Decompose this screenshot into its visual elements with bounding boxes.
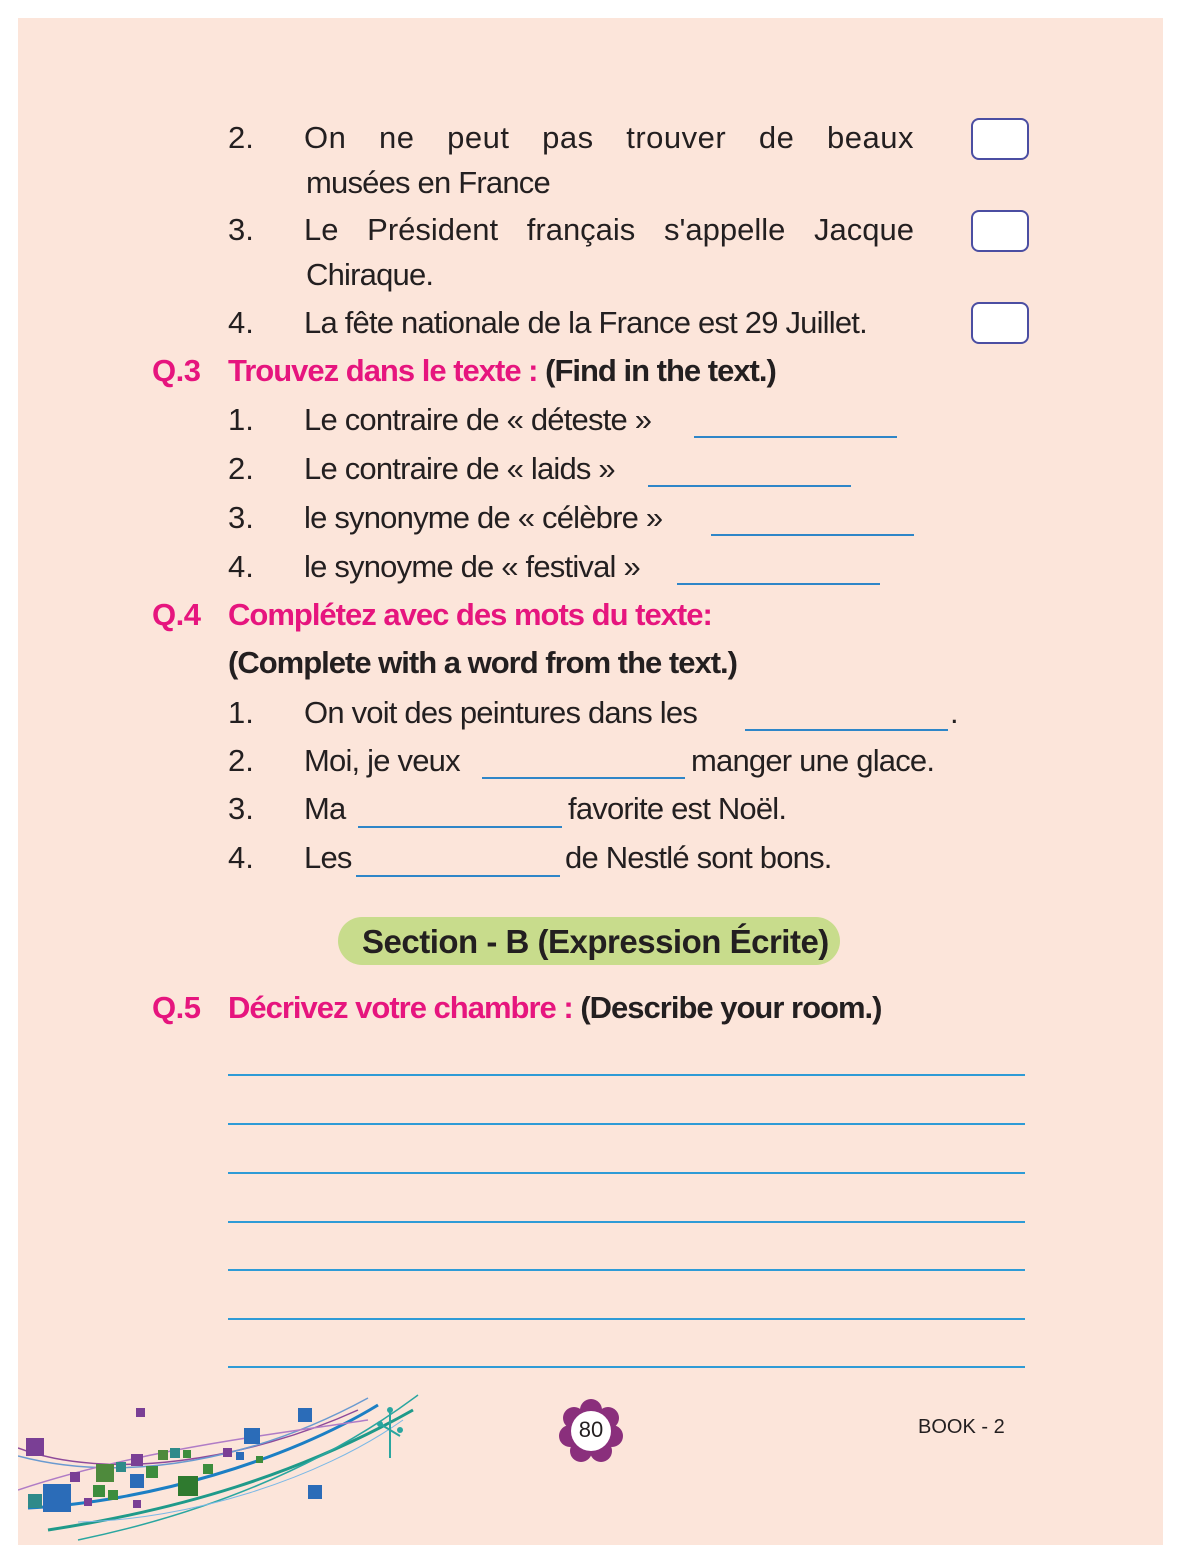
writing-line[interactable] [228, 1269, 1025, 1271]
q3-item-text: Le contraire de « laids » [304, 451, 615, 486]
answer-checkbox[interactable] [971, 302, 1029, 344]
question-number: Q.3 [152, 353, 201, 388]
answer-blank[interactable] [356, 875, 560, 877]
q4-item-text-after: manger une glace. [691, 743, 935, 778]
q2-item-text [304, 120, 914, 156]
q2-item-word: s'appelle [663, 212, 786, 247]
q2-item-text [304, 212, 914, 248]
q2-item-word: Jacque [814, 212, 914, 247]
q4-item-number: 3. [228, 791, 254, 826]
question-title-fr: Complétez avec des mots du texte: [228, 597, 712, 632]
question-title [228, 353, 776, 389]
q2-item-text-continued: musées en France [306, 165, 550, 200]
writing-line[interactable] [228, 1123, 1025, 1125]
q4-item-text: Les [304, 840, 352, 875]
q2-item-word: trouver [626, 120, 727, 155]
writing-line[interactable] [228, 1366, 1025, 1368]
q3-item-number: 2. [228, 451, 254, 486]
answer-checkbox[interactable] [971, 210, 1029, 252]
section-heading: Section - B (Expression Écrite) [362, 923, 829, 960]
q2-item-word: pas [542, 120, 594, 155]
q3-item-number: 4. [228, 549, 254, 584]
answer-blank[interactable] [694, 436, 897, 438]
question-title-en: (Complete with a word from the text.) [228, 645, 737, 680]
q4-item-text-after: de Nestlé sont bons. [565, 840, 832, 875]
answer-blank[interactable] [648, 485, 851, 487]
question-number: Q.4 [152, 597, 201, 632]
q3-item-text: le synoyme de « festival » [304, 549, 640, 584]
q2-item-number: 3. [228, 212, 254, 247]
q2-item-word: ne [379, 120, 415, 155]
q4-item-number: 2. [228, 743, 254, 778]
q4-item-number: 1. [228, 695, 254, 730]
q4-item-text-after: favorite est Noël. [568, 791, 787, 826]
question-title-fr: Trouvez dans le texte : [228, 353, 538, 388]
question-title-fr: Décrivez votre chambre : [228, 990, 573, 1025]
q3-item-text: le synonyme de « célèbre » [304, 500, 663, 535]
q2-item-text: La fête nationale de la France est 29 Juillet. [304, 305, 867, 340]
answer-blank[interactable] [745, 729, 948, 731]
answer-blank[interactable] [482, 777, 685, 779]
q3-item-number: 3. [228, 500, 254, 535]
book-label: BOOK - 2 [918, 1416, 1005, 1438]
q2-item-word: Le [304, 212, 339, 247]
q4-item-text-after: . [950, 695, 958, 730]
q2-item-text-continued: Chiraque. [306, 257, 434, 292]
page-number: 80 [578, 1417, 604, 1442]
q2-item-word: peut [447, 120, 510, 155]
q4-item-text: On voit des peintures dans les [304, 695, 698, 730]
q2-item-word: On [304, 120, 347, 155]
q2-item-number: 2. [228, 120, 254, 155]
answer-blank[interactable] [711, 534, 914, 536]
q2-item-word: Président [367, 212, 499, 247]
question-title [228, 990, 881, 1026]
q4-item-number: 4. [228, 840, 254, 875]
question-title-en: (Find in the text.) [545, 353, 776, 388]
writing-line[interactable] [228, 1318, 1025, 1320]
q2-item-word: français [526, 212, 636, 247]
question-title-en: (Describe your room.) [580, 990, 882, 1025]
writing-line[interactable] [228, 1074, 1025, 1076]
q3-item-number: 1. [228, 402, 254, 437]
q2-item-number: 4. [228, 305, 254, 340]
writing-line[interactable] [228, 1221, 1025, 1223]
decorative-swoosh-graphic [18, 1390, 428, 1545]
q2-item-word: de [758, 120, 795, 155]
q4-item-text: Moi, je veux [304, 743, 460, 778]
q4-item-text: Ma [304, 791, 346, 826]
writing-line[interactable] [228, 1172, 1025, 1174]
q2-item-word: beaux [826, 120, 914, 155]
answer-checkbox[interactable] [971, 118, 1029, 160]
answer-blank[interactable] [358, 826, 562, 828]
q3-item-text: Le contraire de « déteste » [304, 402, 652, 437]
answer-blank[interactable] [677, 583, 880, 585]
question-number: Q.5 [152, 990, 201, 1025]
